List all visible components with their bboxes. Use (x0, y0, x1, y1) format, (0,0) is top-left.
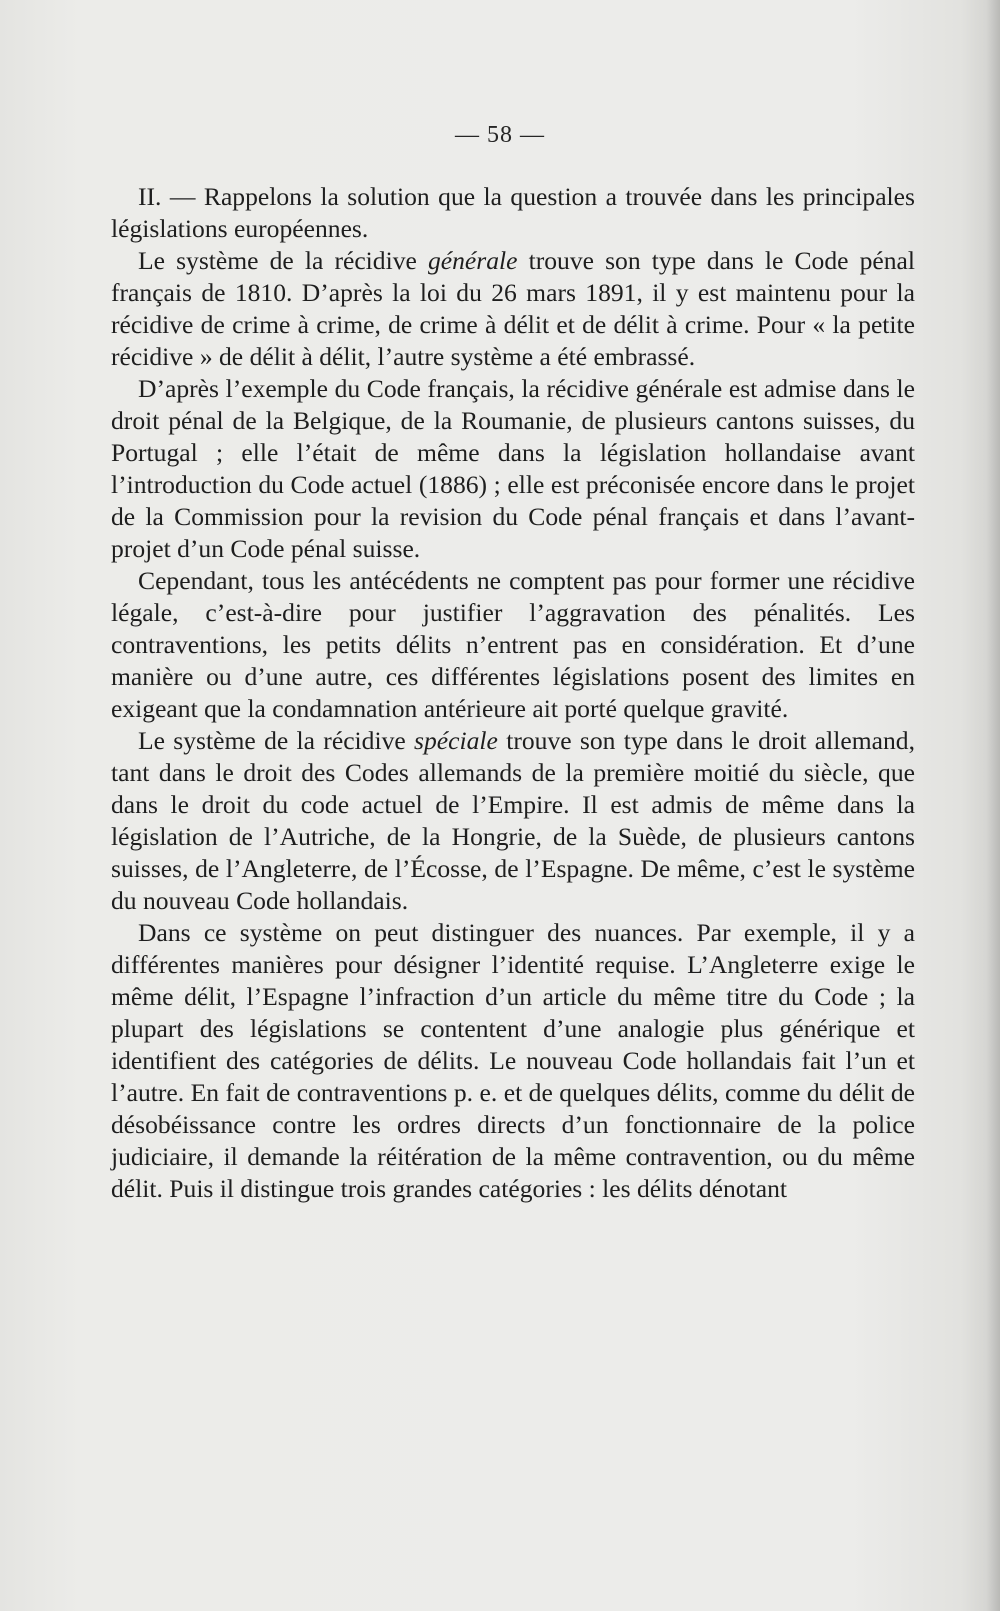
paragraph-5-text-b: trouve son type dans le droit allemand, tant dans le droit des Codes allemands de la première moitié du siècle, que dans le droit du code actuel de l’Empire. Il est admis de même dans la législation de l’Autriche, de la Hongrie, de la Suède, de plusieurs cantons suisses, de l’Angleterre, de l’Écosse, de l’Espagne. De même, c’est le système du nouveau Code hollandais. (111, 726, 915, 915)
paragraph-2 (111, 245, 915, 373)
paragraph-1 (111, 181, 915, 245)
paragraph-5-text-a: Le système de la récidive (138, 726, 415, 755)
paragraph-2-text-b: trouve son type dans le Code pénal français de 1810. D’après la loi du 26 mars 1891, il y est maintenu pour la récidive de crime à crime, de crime à délit et de délit à crime. Pour « la petite récidive » de délit à délit, l’autre système a été embrassé. (111, 246, 915, 371)
paragraph-4-text: Cependant, tous les antécédents ne comptent pas pour former une récidive légale, c’est-à-dire pour justifier l’aggravation des pénalités. Les contraventions, les petits délits n’entrent pas en considération. Et d’une manière ou d’une autre, ces différentes législations posent des limites en exigeant que la condamnation antérieure ait porté quelque gravité. (111, 566, 915, 723)
body-text (111, 181, 915, 1205)
paragraph-6 (111, 917, 915, 1205)
page-edge-shadow (986, 0, 1000, 1611)
paragraph-2-text-a: Le système de la récidive (138, 246, 428, 275)
paragraph-6-text: Dans ce système on peut distinguer des nuances. Par exemple, il y a différentes manières pour désigner l’identité requise. L’Angleterre exige le même délit, l’Espagne l’infraction d’un article du même titre du Code ; la plupart des législations se contentent d’une analogie plus générique et identifient des catégories de délits. Le nouveau Code hollandais fait l’un et l’autre. En fait de contraventions p. e. et de quelques délits, comme du délit de désobéissance contre les ordres directs d’un fonctionnaire de la police judiciaire, il demande la réitération de la même contravention, ou du même délit. Puis il distingue trois grandes catégories : les délits dénotant (111, 918, 915, 1203)
paragraph-3 (111, 373, 915, 565)
paragraph-5-emphasis: spéciale (414, 726, 498, 755)
paragraph-3-text: D’après l’exemple du Code français, la récidive générale est admise dans le droit pénal de la Belgique, de la Roumanie, de plusieurs cantons suisses, du Portugal ; elle l’était de même dans la législation hollandaise avant l’introduction du Code actuel (1886) ; elle est préconisée encore dans le projet de la Commission pour la revision du Code pénal français et dans l’avant-projet d’un Code pénal suisse. (111, 374, 915, 563)
paragraph-5 (111, 725, 915, 917)
paragraph-2-emphasis: générale (427, 246, 518, 275)
page-number: — 58 — (455, 122, 545, 148)
paragraph-1-text: II. — Rappelons la solution que la question a trouvée dans les principales législations européennes. (111, 182, 915, 243)
paragraph-4 (111, 565, 915, 725)
